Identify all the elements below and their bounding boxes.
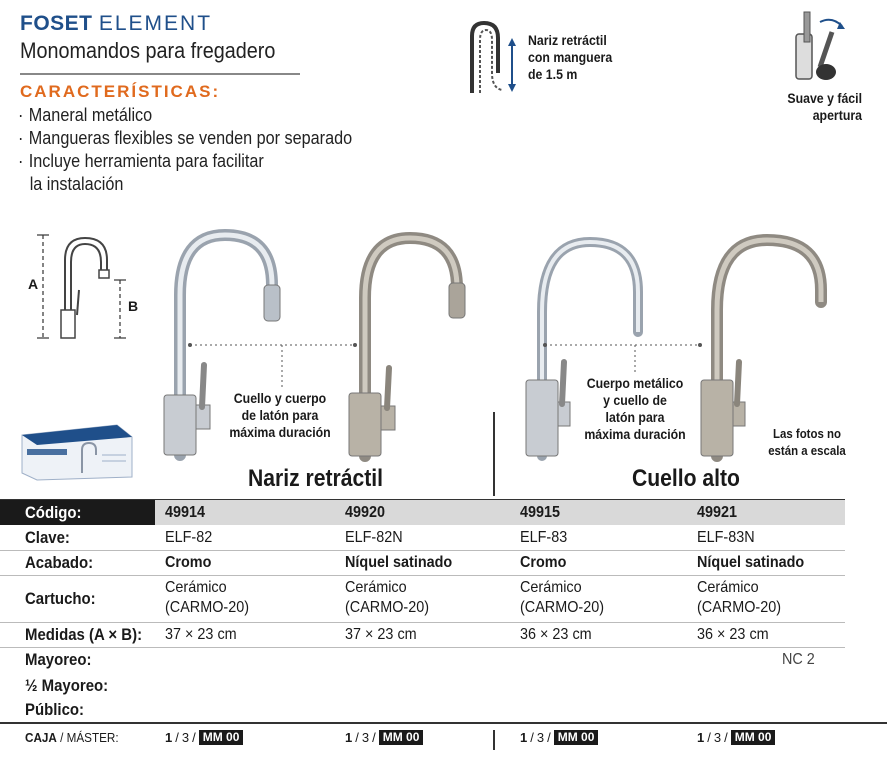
callout-line: máxima duración bbox=[229, 424, 331, 440]
cartucho-line: (CARMO-20) bbox=[697, 599, 782, 616]
cell-cartucho bbox=[697, 578, 781, 618]
cell-codigo: 49915 bbox=[520, 503, 561, 521]
section-divider bbox=[493, 412, 495, 496]
cartucho-line: Cerámico bbox=[520, 579, 582, 596]
title-divider bbox=[20, 73, 300, 75]
section-title-retractable: Nariz retráctil bbox=[248, 465, 383, 492]
caja-divider bbox=[493, 730, 495, 750]
caja-group: 1 / 3 / MM 00 bbox=[345, 730, 423, 745]
row-label: Mayoreo: bbox=[25, 650, 92, 669]
callout-line: apertura bbox=[812, 107, 862, 123]
callout-not-to-scale bbox=[759, 425, 856, 459]
cell-clave: ELF-83 bbox=[520, 529, 568, 546]
cell-medidas: 37 × 23 cm bbox=[345, 626, 417, 643]
feature-item: · Mangueras flexibles se venden por separado bbox=[18, 127, 352, 150]
row-label: Medidas (A × B): bbox=[25, 625, 143, 644]
cartucho-line: Cerámico bbox=[345, 579, 407, 596]
cell-cartucho bbox=[165, 578, 249, 618]
cell-codigo: 49920 bbox=[345, 503, 386, 521]
cartucho-line: Cerámico bbox=[165, 579, 227, 596]
cell-acabado: Níquel satinado bbox=[345, 554, 453, 571]
dimension-b-label: B bbox=[128, 298, 139, 314]
caja-group: 1 / 3 / MM 00 bbox=[165, 730, 243, 745]
cell-clave: ELF-83N bbox=[697, 529, 755, 546]
callout-easy-open bbox=[765, 90, 862, 124]
callout-line: Suave y fácil bbox=[787, 90, 862, 106]
table-row-publico bbox=[0, 698, 845, 722]
callout-line: y cuello de bbox=[603, 392, 667, 408]
nc-code: NC 2 bbox=[782, 651, 815, 668]
master-qty: 3 bbox=[361, 730, 370, 745]
table-row-mayoreo bbox=[0, 648, 845, 672]
cartucho-line: Cerámico bbox=[697, 579, 759, 596]
feature-item: · Incluye herramienta para facilitar bbox=[18, 150, 352, 173]
cell-clave: ELF-82N bbox=[345, 529, 403, 546]
retractable-hose-icon bbox=[462, 18, 522, 98]
dimension-a-label: A bbox=[28, 276, 39, 292]
callout-line: latón para bbox=[605, 409, 665, 425]
callout-line: con manguera bbox=[528, 49, 613, 65]
feature-item: · Maneral metálico bbox=[18, 104, 352, 127]
callout-line: de 1.5 m bbox=[528, 66, 578, 82]
table-row-medio-mayoreo bbox=[0, 674, 845, 698]
table-row-codigo bbox=[0, 500, 845, 525]
caja-qty: 1 bbox=[165, 730, 173, 745]
mm-badge: MM 00 bbox=[554, 730, 599, 745]
cartucho-line: (CARMO-20) bbox=[520, 599, 605, 616]
table-bottom-rule bbox=[0, 722, 887, 724]
cartucho-line: (CARMO-20) bbox=[345, 599, 430, 616]
table-row-cartucho bbox=[0, 576, 845, 622]
caja-master-row bbox=[0, 728, 887, 748]
master-qty: 3 bbox=[181, 730, 190, 745]
table-row-clave bbox=[0, 526, 845, 550]
section-title-tall-neck: Cuello alto bbox=[632, 465, 740, 492]
callout-metal-body bbox=[573, 375, 696, 443]
cell-codigo: 49921 bbox=[697, 503, 738, 521]
caja-label bbox=[25, 730, 119, 745]
callout-line: Nariz retráctil bbox=[528, 32, 607, 48]
caja-group: 1 / 3 / MM 00 bbox=[520, 730, 598, 745]
callout-brass-body bbox=[218, 390, 341, 441]
callout-line: Cuerpo metálico bbox=[586, 375, 684, 391]
cell-clave: ELF-82 bbox=[165, 529, 213, 546]
features-title: CARACTERÍSTICAS: bbox=[20, 82, 221, 101]
master-qty: 3 bbox=[713, 730, 722, 745]
caja-label-bold: CAJA bbox=[25, 730, 57, 745]
row-label: ½ Mayoreo: bbox=[25, 676, 109, 695]
row-label: Clave: bbox=[25, 528, 70, 547]
table-row-acabado bbox=[0, 551, 845, 575]
cell-cartucho bbox=[345, 578, 429, 618]
callout-leader-1 bbox=[185, 340, 365, 390]
cell-medidas: 36 × 23 cm bbox=[520, 626, 592, 643]
callout-retractable-hose bbox=[528, 32, 612, 83]
caja-label-rest: / MÁSTER: bbox=[56, 730, 119, 745]
product-box-image bbox=[22, 425, 132, 480]
cell-medidas: 36 × 23 cm bbox=[697, 626, 769, 643]
page-subtitle: Monomandos para fregadero bbox=[20, 38, 276, 63]
caja-qty: 1 bbox=[345, 730, 353, 745]
row-label: Acabado: bbox=[25, 553, 94, 572]
caja-group: 1 / 3 / MM 00 bbox=[697, 730, 775, 745]
cell-acabado: Cromo bbox=[165, 554, 212, 571]
brand-name-light: ELEMENT bbox=[98, 12, 213, 35]
mm-badge: MM 00 bbox=[199, 730, 244, 745]
callout-line: Las fotos no bbox=[772, 426, 842, 441]
cartucho-line: (CARMO-20) bbox=[165, 599, 250, 616]
caja-qty: 1 bbox=[697, 730, 705, 745]
dimension-diagram bbox=[25, 230, 145, 345]
callout-line: de latón para bbox=[241, 407, 319, 423]
brand-name-bold: FOSET bbox=[20, 12, 93, 35]
master-qty: 3 bbox=[536, 730, 545, 745]
mm-badge: MM 00 bbox=[731, 730, 776, 745]
callout-line: están a escala bbox=[768, 443, 846, 458]
mm-badge: MM 00 bbox=[379, 730, 424, 745]
row-label: Código: bbox=[25, 502, 82, 522]
brand-logo bbox=[20, 12, 212, 36]
cell-acabado: Níquel satinado bbox=[697, 554, 805, 571]
feature-item-continuation: la instalación bbox=[29, 174, 124, 194]
callout-line: Cuello y cuerpo bbox=[233, 390, 327, 406]
cell-cartucho bbox=[520, 578, 604, 618]
features-list bbox=[18, 104, 352, 196]
callout-leader-2 bbox=[540, 340, 710, 378]
cell-acabado: Cromo bbox=[520, 554, 567, 571]
table-row-medidas bbox=[0, 623, 845, 647]
callout-line: máxima duración bbox=[584, 426, 686, 442]
row-label: Público: bbox=[25, 700, 85, 719]
lever-open-icon bbox=[790, 12, 850, 87]
caja-qty: 1 bbox=[520, 730, 528, 745]
row-label: Cartucho: bbox=[25, 589, 96, 608]
cell-medidas: 37 × 23 cm bbox=[165, 626, 237, 643]
cell-codigo: 49914 bbox=[165, 503, 206, 521]
